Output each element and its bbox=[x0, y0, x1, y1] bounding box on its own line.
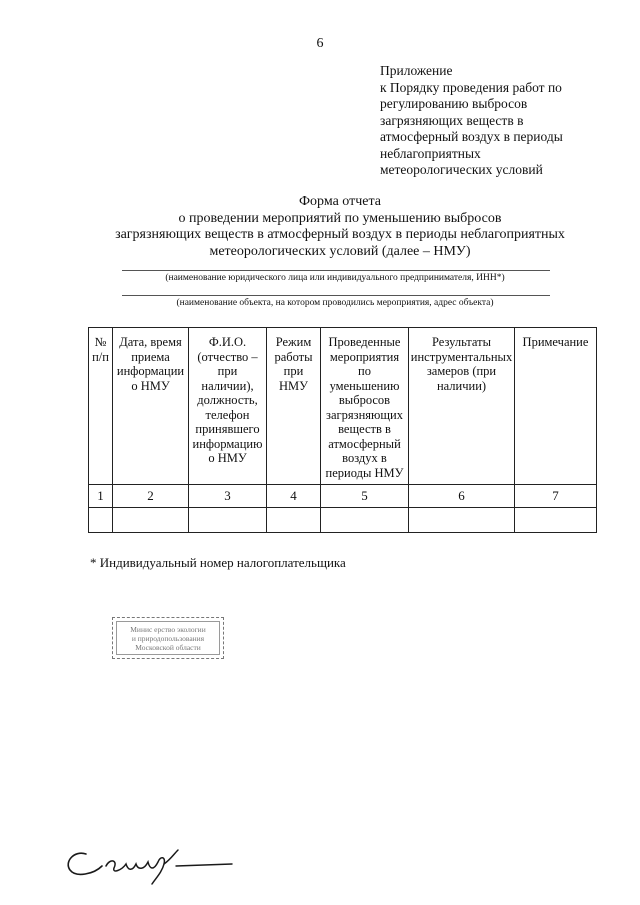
empty-cell bbox=[267, 508, 321, 533]
footnote: * Индивидуальный номер налогоплательщика bbox=[90, 555, 346, 570]
stamp-line: и природопользования bbox=[131, 633, 205, 643]
appendix-line: к Порядку проведения работ по bbox=[380, 79, 562, 95]
registration-stamp bbox=[112, 617, 224, 659]
appendix-line: загрязняющих веществ в bbox=[380, 112, 524, 128]
appendix-line: регулированию выбросов bbox=[380, 96, 528, 111]
column-number: 1 bbox=[89, 485, 113, 508]
header-note: Примечание bbox=[515, 328, 597, 485]
empty-cell bbox=[89, 508, 113, 533]
header-number: № п/п bbox=[89, 328, 113, 485]
column-number: 4 bbox=[267, 485, 321, 508]
stamp-line: Московской области bbox=[135, 642, 201, 652]
form-title-line: метеорологических условий (далее – НМУ) bbox=[209, 243, 471, 259]
header-operating-mode: Режим работы при НМУ bbox=[267, 328, 321, 485]
object-caption: (наименование объекта, на котором проводились мероприятия, адрес объекта) bbox=[176, 298, 494, 308]
handwritten-signature bbox=[62, 840, 242, 890]
column-number: 6 bbox=[409, 485, 515, 508]
entity-caption: (наименование юридического лица или индивидуального предпринимателя, ИНН*) bbox=[165, 273, 505, 283]
header-measures: Проведенные мероприятия по уменьшению выбросов загрязняющих веществ в атмосферный воздух в периоды НМУ bbox=[321, 328, 409, 485]
form-title-line: загрязняющих веществ в атмосферный воздух в периоды неблагоприятных bbox=[115, 227, 565, 242]
column-number: 7 bbox=[515, 485, 597, 508]
column-number: 5 bbox=[321, 485, 409, 508]
page-number: 6 bbox=[316, 36, 324, 51]
empty-data-row bbox=[89, 508, 597, 533]
column-number: 2 bbox=[113, 485, 189, 508]
form-title bbox=[40, 194, 640, 260]
empty-cell bbox=[515, 508, 597, 533]
object-fill-line bbox=[122, 295, 550, 296]
stamp-line: Минис ерство экологии bbox=[130, 624, 206, 634]
empty-cell bbox=[189, 508, 267, 533]
stamp-frame bbox=[116, 621, 220, 655]
column-number-row bbox=[89, 485, 597, 508]
appendix-line: метеорологических условий bbox=[380, 162, 543, 177]
empty-cell bbox=[409, 508, 515, 533]
appendix-block bbox=[380, 63, 620, 179]
appendix-line: атмосферный воздух в периоды bbox=[380, 129, 563, 144]
column-number: 3 bbox=[189, 485, 267, 508]
appendix-line: Приложение bbox=[380, 63, 453, 78]
empty-cell bbox=[321, 508, 409, 533]
header-full-name: Ф.И.О. (отчество – при наличии), должность, телефон принявшего информацию о НМУ bbox=[189, 328, 267, 485]
empty-cell bbox=[113, 508, 189, 533]
appendix-line: неблагоприятных bbox=[380, 145, 481, 161]
header-date-time: Дата, время приема информации о НМУ bbox=[113, 328, 189, 485]
form-title-line: о проведении мероприятий по уменьшению выбросов bbox=[178, 210, 502, 226]
header-results: Результаты инструментальных замеров (при наличии) bbox=[409, 328, 515, 485]
entity-fill-line bbox=[122, 270, 550, 271]
report-table bbox=[88, 327, 597, 533]
table-header-row bbox=[89, 328, 597, 485]
form-title-line: Форма отчета bbox=[298, 194, 382, 209]
